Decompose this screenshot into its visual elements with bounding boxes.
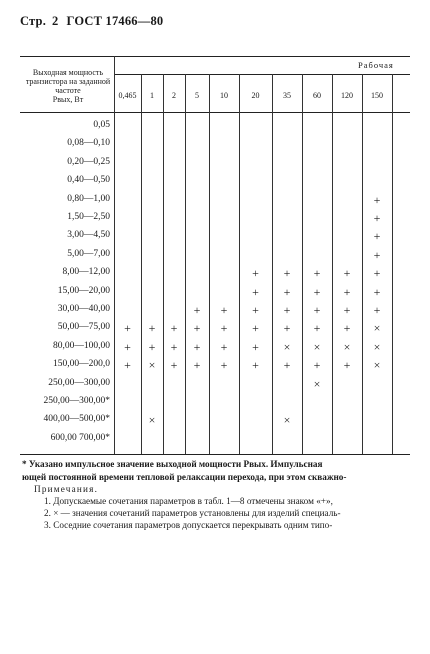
row-label: 250,00—300,00* bbox=[43, 396, 110, 406]
plus-mark: + bbox=[193, 339, 201, 354]
cross-mark: × bbox=[373, 358, 381, 373]
stub-header bbox=[22, 68, 114, 104]
frequency-header: 35 bbox=[283, 91, 291, 100]
row-label: 250,00—300,00 bbox=[48, 377, 110, 388]
plus-mark: + bbox=[373, 247, 381, 262]
plus-mark: + bbox=[373, 211, 381, 225]
stub-header-text: Выходная мощность транзистора на заданной частоте bbox=[25, 68, 111, 95]
row-label: 0,20—0,25 bbox=[67, 156, 110, 167]
cross-mark: × bbox=[148, 413, 156, 428]
plus-mark: + bbox=[343, 303, 351, 317]
column-divider bbox=[302, 74, 303, 454]
plus-mark: + bbox=[252, 321, 259, 336]
column-divider bbox=[239, 74, 240, 454]
footnote-star-1: * Указано импульсное значение выходной мощности Pвых. Импульсная bbox=[22, 459, 323, 469]
column-divider bbox=[332, 74, 333, 454]
plus-mark: + bbox=[220, 358, 228, 373]
column-divider bbox=[114, 56, 115, 454]
cross-mark: × bbox=[313, 376, 321, 391]
plus-mark: + bbox=[124, 339, 131, 354]
note-3: 3. Соседние сочетания параметров допускается перекрывать одним типо- bbox=[44, 520, 333, 530]
plus-mark: + bbox=[170, 321, 178, 336]
cross-mark: × bbox=[313, 339, 321, 354]
plus-mark: + bbox=[313, 358, 321, 373]
plus-mark: + bbox=[343, 321, 351, 336]
plus-mark: + bbox=[170, 358, 178, 373]
frequency-header: 5 bbox=[195, 91, 199, 100]
column-divider bbox=[185, 74, 186, 454]
plus-mark: + bbox=[170, 339, 178, 354]
plus-mark: + bbox=[148, 321, 156, 336]
cross-mark: × bbox=[343, 339, 351, 354]
frequency-header: 120 bbox=[341, 91, 353, 100]
row-label: 15,00—20,00 bbox=[57, 285, 110, 296]
plus-mark: + bbox=[343, 358, 351, 373]
page-header bbox=[20, 14, 163, 29]
plus-mark: + bbox=[283, 358, 291, 373]
column-divider bbox=[392, 74, 393, 454]
frequency-header: 20 bbox=[251, 91, 260, 100]
column-divider bbox=[272, 74, 273, 454]
note-2: 2. × — значения сочетаний параметров установлены для изделий специаль- bbox=[44, 508, 341, 518]
plus-mark: + bbox=[373, 192, 381, 207]
top-header-label: Рабочая bbox=[358, 60, 394, 70]
row-label: 5,00—7,00 bbox=[67, 248, 110, 259]
column-divider bbox=[362, 74, 363, 454]
frequency-header: 0,465 bbox=[118, 91, 137, 100]
row-label: 1,50—2,50 bbox=[67, 212, 110, 222]
cross-mark: × bbox=[148, 358, 156, 373]
plus-mark: + bbox=[283, 303, 291, 317]
frequency-header: 150 bbox=[371, 91, 383, 100]
footnote-star-2: ющей постоянной времени тепловой релаксации перехода, при этом скважно- bbox=[22, 472, 347, 482]
header-bottom-rule bbox=[20, 112, 410, 113]
plus-mark: + bbox=[283, 284, 291, 299]
plus-mark: + bbox=[124, 358, 131, 373]
row-label: 0,40—0,50 bbox=[67, 175, 110, 186]
plus-mark: + bbox=[373, 284, 381, 299]
plus-mark: + bbox=[220, 321, 228, 336]
plus-mark: + bbox=[373, 229, 381, 244]
cross-mark: × bbox=[373, 339, 381, 354]
plus-mark: + bbox=[252, 358, 259, 373]
frequency-header: 2 bbox=[172, 91, 176, 100]
page-number: 2 bbox=[52, 14, 59, 28]
plus-mark: + bbox=[252, 284, 259, 299]
row-label: 0,08—0,10 bbox=[67, 138, 110, 149]
cross-mark: × bbox=[283, 339, 291, 354]
table-top-rule bbox=[20, 56, 410, 57]
row-label: 8,00—12,00 bbox=[62, 267, 110, 278]
plus-mark: + bbox=[148, 339, 156, 354]
plus-mark: + bbox=[193, 358, 201, 373]
plus-mark: + bbox=[193, 303, 201, 317]
header-mid-rule bbox=[114, 74, 410, 75]
standard-code: ГОСТ 17466—80 bbox=[66, 14, 164, 28]
row-label: 400,00—500,00* bbox=[43, 414, 110, 425]
row-label: 50,00—75,00 bbox=[57, 322, 110, 333]
plus-mark: + bbox=[373, 303, 381, 317]
plus-mark: + bbox=[220, 339, 228, 354]
row-label: 3,00—4,50 bbox=[67, 230, 110, 241]
plus-mark: + bbox=[313, 266, 321, 281]
plus-mark: + bbox=[343, 284, 351, 299]
plus-mark: + bbox=[343, 266, 351, 281]
page-prefix: Стр. bbox=[20, 14, 47, 28]
stub-header-symbol: Pвых, Вт bbox=[52, 95, 84, 104]
plus-mark: + bbox=[283, 321, 291, 336]
plus-mark: + bbox=[313, 321, 321, 336]
row-label: 0,05 bbox=[93, 120, 110, 130]
plus-mark: + bbox=[252, 303, 259, 317]
plus-mark: + bbox=[220, 303, 228, 317]
plus-mark: + bbox=[313, 303, 321, 317]
plus-mark: + bbox=[373, 266, 381, 281]
row-label: 80,00—100,00 bbox=[53, 340, 110, 351]
note-1: 1. Допускаемые сочетания параметров в табл. 1—8 отмечены знаком «+», bbox=[44, 496, 333, 506]
frequency-header: 1 bbox=[150, 91, 154, 100]
table-bottom-rule bbox=[20, 454, 410, 455]
frequency-header: 10 bbox=[220, 91, 228, 100]
plus-mark: + bbox=[252, 339, 259, 354]
row-label: 30,00—40,00 bbox=[57, 304, 110, 314]
frequency-header: 60 bbox=[313, 91, 321, 100]
plus-mark: + bbox=[252, 266, 259, 281]
column-divider bbox=[209, 74, 210, 454]
plus-mark: + bbox=[283, 266, 291, 281]
column-divider bbox=[141, 74, 142, 454]
cross-mark: × bbox=[373, 321, 381, 336]
row-label: 0,80—1,00 bbox=[67, 193, 110, 204]
notes-title: Примечания. bbox=[34, 484, 99, 494]
plus-mark: + bbox=[193, 321, 201, 336]
plus-mark: + bbox=[313, 284, 321, 299]
row-label: 600,00 700,00* bbox=[50, 432, 110, 443]
column-divider bbox=[163, 74, 164, 454]
plus-mark: + bbox=[124, 321, 131, 336]
cross-mark: × bbox=[283, 413, 291, 428]
row-label: 150,00—200,0 bbox=[53, 359, 110, 370]
